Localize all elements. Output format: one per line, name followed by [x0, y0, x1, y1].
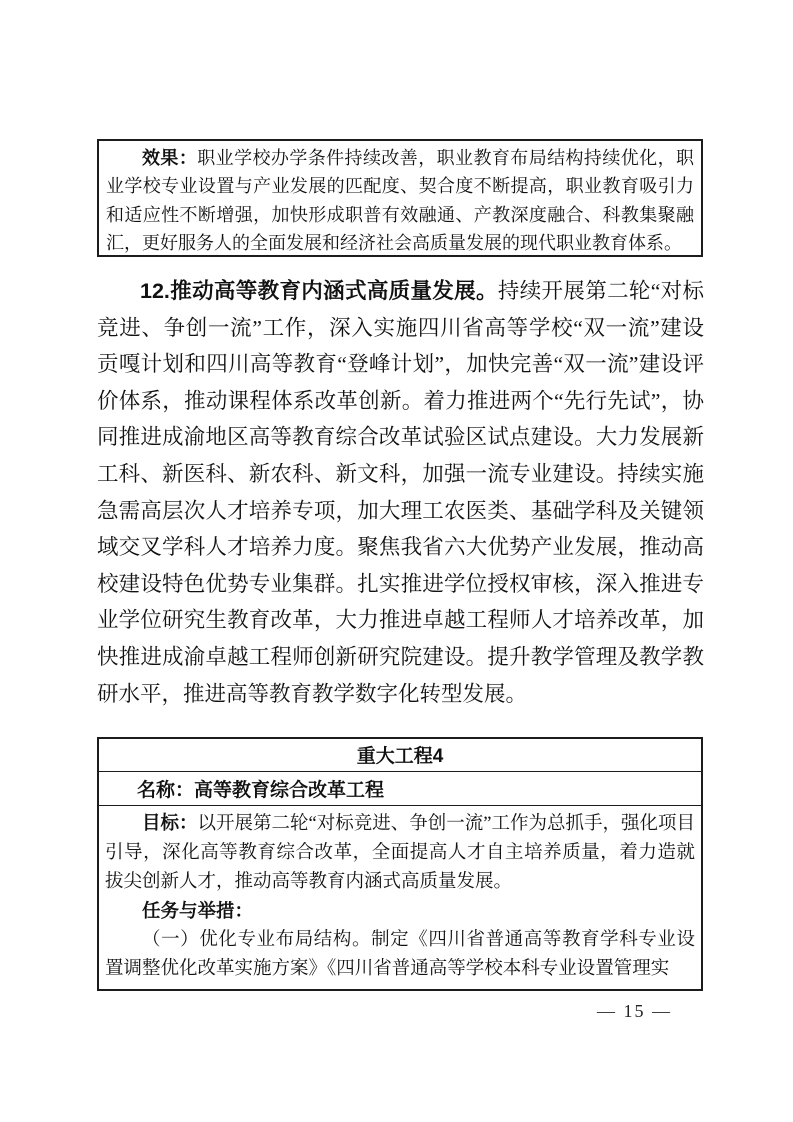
section-12-heading: 12.推动高等教育内涵式高质量发展。 [140, 279, 498, 303]
table-title-row [98, 738, 702, 772]
effect-paragraph [106, 144, 694, 257]
task-1-text: 制定《四川省普通高等教育学科专业设置调整优化改革实施方案》《四川省普通高等学校本科专业设置管理实 [105, 929, 695, 979]
tasks-label: 任务与举措： [142, 899, 254, 921]
goal-label: 目标： [142, 812, 198, 833]
table-name-row [98, 772, 702, 806]
goal-text: 以开展第二轮“对标竞进、争创一流”工作为总抓手，强化项目引导，深化高等教育综合改革，全面提高人才自主培养质量，着力造就拔尖创新人才，推动高等教育内涵式高质量发展。 [105, 814, 695, 892]
table-name: 名称：高等教育综合改革工程 [98, 772, 702, 806]
effect-label: 效果： [142, 148, 198, 168]
table-title: 重大工程4 [98, 738, 702, 772]
major-project-table [97, 737, 703, 991]
page-number: — 15 — [597, 1001, 672, 1021]
task-1-lead: （一）优化专业布局结构。 [142, 929, 372, 950]
task-item-1 [105, 926, 695, 984]
section-12-body: 持续开展第二轮“对标竞进、争创一流”工作，深入实施四川省高等学校“双一流”建设贡嘎计划和四川高等教育“登峰计划”，加快完善“双一流”建设评价体系，推动课程体系改革创新。着力推进两个“先行先试”，协同推进成渝地区高等教育综合改革试验区试点建设。大力发展新工科、新医科、新农科、新文科，加强一流专业建设。持续实施急需高层次人才培养专项，加大理工农医类、基础学科及关键领域交叉学科人才培养力度。聚焦我省六大优势产业发展，推动高校建设特色优势专业集群。扎实推进学位授权审核，深入推进专业学位研究生教育改革，大力推进卓越工程师人才培养改革，加快推进成渝卓越工程师创新研究院建设。提升教学管理及教学教研水平，推进高等教育教学数字化转型发展。 [97, 279, 705, 706]
table-content-row [98, 806, 702, 991]
goal-paragraph [105, 809, 695, 897]
section-12-paragraph [97, 273, 704, 712]
effect-text: 职业学校办学条件持续改善，职业教育布局结构持续优化，职业学校专业设置与产业发展的匹配度、契合度不断提高，职业教育吸引力和适应性不断增强，加快形成职普有效融通、产教深度融合、科教集聚融汇，更好服务人的全面发展和经济社会高质量发展的现代职业教育体系。 [106, 148, 695, 254]
table-content-cell [98, 806, 702, 991]
effect-box [97, 139, 703, 257]
